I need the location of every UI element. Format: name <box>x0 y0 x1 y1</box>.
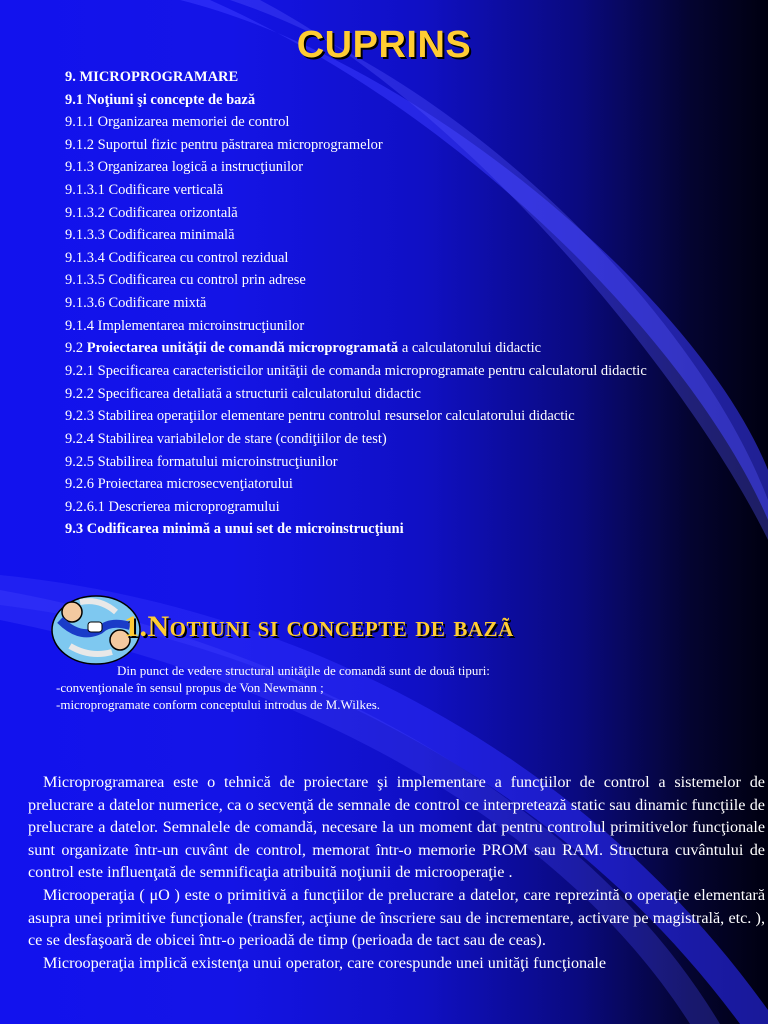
intro-line: -convenţionale în sensul propus de Von Newmann ; <box>56 680 324 695</box>
toc-item-suffix: a calculatorului didactic <box>398 340 542 357</box>
intro-line: -microprogramate conform conceptului introdus de M.Wilkes. <box>56 697 381 712</box>
toc-item <box>65 337 715 360</box>
section-title: 1.Notiuni si concepte de bazã <box>124 610 514 643</box>
toc-item: 9.1.3.1 Codificare verticală <box>65 181 224 198</box>
toc-item: 9.3 Codificarea minimă a unui set de microinstrucţiuni <box>65 521 404 538</box>
toc-item: 9.1.2 Suportul fizic pentru păstrarea microprogramelor <box>65 136 383 153</box>
slide-title: CUPRINS <box>296 24 472 66</box>
toc-item: 9.1.3.2 Codificarea orizontală <box>65 204 238 221</box>
toc-item: 9.1.1 Organizarea memoriei de control <box>65 114 290 131</box>
paragraph: Microoperaţia ( μO ) este o primitivă a funcţiilor de prelucrare a datelor, care reprezintă o operaţie elementară asupra unei primitive funcţionale (transfer, acţiune de înscriere sau de incrementare, activare pe magistrală, etc. ), ce se desfaşoară de obicei într-o perioadă de timp (perioada de tact sau de ceas). <box>28 885 765 950</box>
body-text <box>28 771 765 974</box>
toc-item: 9.1.3.6 Codificare mixtă <box>65 294 207 311</box>
toc-item-bold-part: Proiectarea unităţii de comandă microprogramată <box>86 340 399 357</box>
table-of-contents <box>65 66 715 541</box>
toc-item: 9.1.3 Organizarea logică a instrucţiunilor <box>65 159 304 176</box>
toc-item: 9.2.3 Stabilirea operaţiilor elementare pentru controlul resurselor calculatorului didactic <box>65 408 575 425</box>
toc-item: 9.1 Noţiuni şi concepte de bază <box>65 91 256 108</box>
toc-item: 9.1.4 Implementarea microinstrucţiunilor <box>65 317 305 334</box>
paragraph: Microprogramarea este o tehnică de proiectare şi implementare a funcţiilor de control a sistemelor de prelucrare a datelor numerice, ca o secvenţă de semnale de control ce interpretează static sau dinamic funcţiile de prelucrare a datelor. Semnalele de comandă, necesare la un moment dat pentru controlul primitivelor funcţionale sunt organizate într-un cuvânt de control, memorat într-o memorie PROM sau RAM. Structura cuvântului de control este influenţată de semnificaţia atribuită noţiunii de microoperaţie . <box>28 773 765 882</box>
toc-item: 9.2.2 Specificarea detaliată a structurii calculatorului didactic <box>65 385 421 402</box>
toc-item: 9.2.1 Specificarea caracteristicilor unităţii de comanda microprogramate pentru calculatorul didactic <box>65 362 647 379</box>
toc-item: 9.2.5 Stabilirea formatului microinstrucţiunilor <box>65 453 338 470</box>
toc-item: 9.1.3.3 Codificarea minimală <box>65 227 235 244</box>
toc-item: 9.2.4 Stabilirea variabilelor de stare (condiţiilor de test) <box>65 430 387 447</box>
toc-item: 9.2.6.1 Descrierea microprogramului <box>65 498 280 515</box>
intro-line: Din punct de vedere structural unităţile de comandă sunt de două tipuri: <box>117 663 490 678</box>
toc-item-prefix: 9.2 <box>65 340 87 357</box>
toc-item: 9.2.6 Proiectarea microsecvenţiatorului <box>65 476 293 493</box>
toc-item: 9.1.3.5 Codificarea cu control prin adrese <box>65 272 306 289</box>
toc-item: 9. MICROPROGRAMARE <box>65 69 239 85</box>
toc-item: 9.1.3.4 Codificarea cu control rezidual <box>65 249 289 266</box>
intro-text <box>56 662 696 713</box>
paragraph: Microoperaţia implică existenţa unui operator, care corespunde unei unităţi funcţionale <box>43 953 606 972</box>
